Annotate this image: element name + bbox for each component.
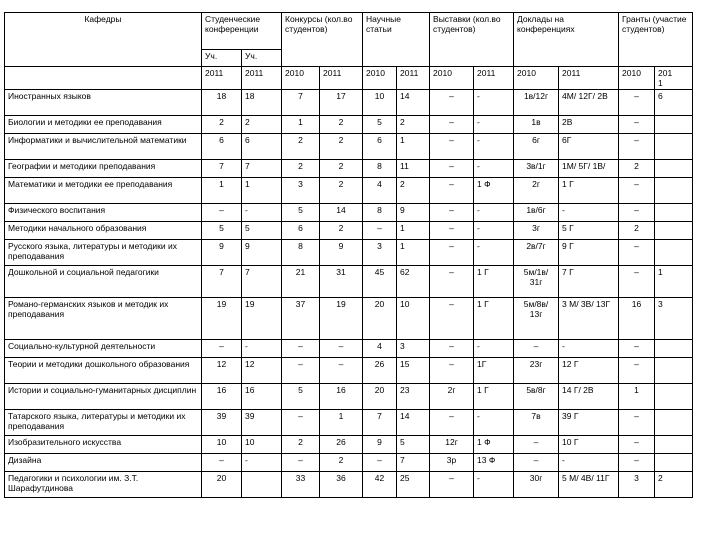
table-cell: 5 <box>282 384 320 410</box>
table-cell: – <box>619 358 655 384</box>
table-cell: 2 <box>397 116 430 134</box>
table-cell: - <box>559 340 619 358</box>
table-cell: – <box>514 340 559 358</box>
table-cell: 20 <box>202 472 242 498</box>
header-year: 2011 <box>474 67 514 90</box>
table-cell: 1 <box>242 178 282 204</box>
table-cell: 12г <box>430 436 474 454</box>
table-cell: 62 <box>397 266 430 298</box>
header-sub-uch-1: Уч. <box>202 50 242 67</box>
table-cell: – <box>514 454 559 472</box>
table-row <box>5 90 693 116</box>
table-cell <box>655 340 693 358</box>
table-cell: 6 <box>242 134 282 160</box>
table-cell: 31 <box>320 266 363 298</box>
department-name: Социально-культурной деятельности <box>5 340 202 358</box>
table-cell: – <box>619 178 655 204</box>
table-cell: 7 <box>242 160 282 178</box>
table-cell: 1 <box>282 116 320 134</box>
department-name: Теории и методики дошкольного образования <box>5 358 202 384</box>
department-name: Дошкольной и социальной педагогики <box>5 266 202 298</box>
table-cell: 1 Г <box>474 266 514 298</box>
table-cell: 9 <box>202 240 242 266</box>
table-row <box>5 160 693 178</box>
table-cell: 15 <box>397 358 430 384</box>
table-row <box>5 204 693 222</box>
table-cell: 10 <box>242 436 282 454</box>
table-cell: 20 <box>363 298 397 340</box>
table-cell: 6 <box>655 90 693 116</box>
table-cell: 3 <box>619 472 655 498</box>
table-cell <box>655 358 693 384</box>
department-name: Методики начального образования <box>5 222 202 240</box>
department-name: Педагогики и психологии им. З.Т. Шарафутдинова <box>5 472 202 498</box>
table-cell: 19 <box>202 298 242 340</box>
table-cell: - <box>242 204 282 222</box>
table-cell: 7в <box>514 410 559 436</box>
table-cell: - <box>474 160 514 178</box>
table-cell: – <box>202 204 242 222</box>
table-cell <box>655 222 693 240</box>
department-name: Русского языка, литературы и методики их преподавания <box>5 240 202 266</box>
table-cell: - <box>474 340 514 358</box>
header-year: 2011 <box>320 67 363 90</box>
table-row <box>5 472 693 498</box>
table-cell: 39 <box>242 410 282 436</box>
table-cell: 23г <box>514 358 559 384</box>
department-name: Информатики и вычислительной математики <box>5 134 202 160</box>
table-cell: 1Г <box>474 358 514 384</box>
table-cell: - <box>474 134 514 160</box>
header-contests: Конкурсы (кол.во студентов) <box>282 13 363 67</box>
table-cell: 2В <box>559 116 619 134</box>
table-cell: 7 <box>282 90 320 116</box>
table-cell: 26 <box>363 358 397 384</box>
table-row <box>5 384 693 410</box>
table-cell: - <box>474 222 514 240</box>
table-cell: 14 Г/ 2В <box>559 384 619 410</box>
table-cell: – <box>430 116 474 134</box>
table-cell <box>655 116 693 134</box>
department-name: Географии и методики преподавания <box>5 160 202 178</box>
table-cell: 18 <box>202 90 242 116</box>
department-name: Романо-германских языков и методик их преподавания <box>5 298 202 340</box>
table-cell: 1 <box>619 384 655 410</box>
department-name: Математики и методики ее преподавания <box>5 178 202 204</box>
table-cell: – <box>320 340 363 358</box>
table-cell: 5м/8в/ 13г <box>514 298 559 340</box>
table-cell: 6г <box>514 134 559 160</box>
table-cell: 7 <box>242 266 282 298</box>
table-row <box>5 266 693 298</box>
table-cell: 1 <box>655 266 693 298</box>
table-cell: 2 <box>242 116 282 134</box>
department-name: Татарского языка, литературы и методики их преподавания <box>5 410 202 436</box>
table-cell: 1 <box>202 178 242 204</box>
header-row-years <box>5 67 693 90</box>
table-cell: – <box>430 222 474 240</box>
table-cell: 3 <box>655 298 693 340</box>
department-name: Изобразительного искусства <box>5 436 202 454</box>
table-row <box>5 410 693 436</box>
department-name: Дизайна <box>5 454 202 472</box>
table-cell: 3 <box>397 340 430 358</box>
table-cell: 2 <box>655 472 693 498</box>
table-cell <box>655 436 693 454</box>
header-reports: Доклады на конференциях <box>514 13 619 67</box>
table-cell <box>655 204 693 222</box>
table-cell: 1М/ 5Г/ 1В/ <box>559 160 619 178</box>
table-cell: 1в/12г <box>514 90 559 116</box>
table-cell: 2в/7г <box>514 240 559 266</box>
table-cell: 2 <box>282 134 320 160</box>
table-cell: 10 <box>363 90 397 116</box>
table-cell: 16 <box>320 384 363 410</box>
table-cell: – <box>619 410 655 436</box>
header-row-groups <box>5 13 693 50</box>
table-cell: 16 <box>242 384 282 410</box>
table-cell: 16 <box>619 298 655 340</box>
table-cell: – <box>282 340 320 358</box>
table-cell: – <box>514 436 559 454</box>
table-cell: – <box>619 266 655 298</box>
table-cell <box>655 384 693 410</box>
table-cell: 39 Г <box>559 410 619 436</box>
department-name: Иностранных языков <box>5 90 202 116</box>
header-kafedry: Кафедры <box>5 13 202 67</box>
table-cell: – <box>202 454 242 472</box>
header-year: 2010 <box>619 67 655 90</box>
table-cell: – <box>430 358 474 384</box>
table-cell: – <box>430 340 474 358</box>
table-cell: – <box>619 134 655 160</box>
table-cell: 3 М/ 3В/ 13Г <box>559 298 619 340</box>
table-cell: – <box>430 266 474 298</box>
table-cell: 20 <box>363 384 397 410</box>
header-student-conferences: Студенческие конференции <box>202 13 282 50</box>
table-cell: 6 <box>363 134 397 160</box>
table-cell: - <box>559 454 619 472</box>
table-cell: - <box>474 240 514 266</box>
table-cell: 8 <box>363 160 397 178</box>
table-row <box>5 178 693 204</box>
table-cell: 1 <box>397 240 430 266</box>
table-cell: – <box>619 340 655 358</box>
table-cell: 12 <box>202 358 242 384</box>
table-cell: – <box>619 90 655 116</box>
table-row <box>5 222 693 240</box>
table-cell: 13 Ф <box>474 454 514 472</box>
table-cell: - <box>474 116 514 134</box>
table-cell: 2 <box>320 454 363 472</box>
table-cell <box>655 410 693 436</box>
table-cell: 42 <box>363 472 397 498</box>
table-cell: - <box>474 90 514 116</box>
table-cell: - <box>242 340 282 358</box>
table-cell: 6Г <box>559 134 619 160</box>
table-cell: 1 <box>320 410 363 436</box>
table-cell: 14 <box>397 410 430 436</box>
header-year: 2010 <box>363 67 397 90</box>
table-cell: 2 <box>619 222 655 240</box>
table-cell: 2 <box>619 160 655 178</box>
table-cell: - <box>474 204 514 222</box>
header-year: 201 1 <box>655 67 693 90</box>
table-cell: 30г <box>514 472 559 498</box>
table-cell: 18 <box>242 90 282 116</box>
table-cell: 10 <box>397 298 430 340</box>
table-cell: – <box>619 454 655 472</box>
table-cell: 5 <box>242 222 282 240</box>
header-articles: Научные статьи <box>363 13 430 67</box>
table-cell: – <box>282 358 320 384</box>
table-cell: 12 <box>242 358 282 384</box>
table-cell: 2 <box>320 160 363 178</box>
table-cell: 5 <box>282 204 320 222</box>
table-cell: 45 <box>363 266 397 298</box>
department-name: Физического воспитания <box>5 204 202 222</box>
table-cell: 3 <box>282 178 320 204</box>
table-cell: – <box>202 340 242 358</box>
table-cell: 37 <box>282 298 320 340</box>
table-cell: 3г <box>514 222 559 240</box>
table-cell: 9 <box>363 436 397 454</box>
table-cell <box>655 454 693 472</box>
table-cell: - <box>474 472 514 498</box>
table-cell: 6 <box>282 222 320 240</box>
table-cell: 17 <box>320 90 363 116</box>
header-year: 2010 <box>282 67 320 90</box>
table-row <box>5 340 693 358</box>
table-cell: 2 <box>282 160 320 178</box>
table-cell: 1 <box>397 134 430 160</box>
header-sub-uch-2: Уч. <box>242 50 282 67</box>
department-name: Истории и социально-гуманитарных дисциплин <box>5 384 202 410</box>
table-cell <box>655 178 693 204</box>
table-cell: – <box>430 298 474 340</box>
table-cell: – <box>430 160 474 178</box>
table-cell: 4 <box>363 178 397 204</box>
table-cell: 1 Г <box>559 178 619 204</box>
table-cell: 8 <box>282 240 320 266</box>
table-cell: 1 Г <box>474 384 514 410</box>
table-cell: 1 Г <box>474 298 514 340</box>
header-year: 2010 <box>430 67 474 90</box>
table-cell: 39 <box>202 410 242 436</box>
table-row <box>5 454 693 472</box>
table-cell: 33 <box>282 472 320 498</box>
table-cell: – <box>619 204 655 222</box>
table-cell: 5 М/ 4В/ 11Г <box>559 472 619 498</box>
table-cell: 36 <box>320 472 363 498</box>
table-row <box>5 134 693 160</box>
table-cell: 3в/1г <box>514 160 559 178</box>
table-cell: 4М/ 12Г/ 2В <box>559 90 619 116</box>
table-cell: 1 Ф <box>474 178 514 204</box>
table-cell: 5в/8г <box>514 384 559 410</box>
table-cell: 5 <box>397 436 430 454</box>
table-cell: 7 <box>397 454 430 472</box>
header-years-blank <box>5 67 202 90</box>
table-cell: – <box>363 454 397 472</box>
table-cell: 9 <box>320 240 363 266</box>
table-cell: 2 <box>202 116 242 134</box>
table-cell <box>655 240 693 266</box>
table-cell: 2 <box>320 134 363 160</box>
table-row <box>5 298 693 340</box>
table-cell: – <box>430 90 474 116</box>
table-cell: 14 <box>320 204 363 222</box>
table-cell: 23 <box>397 384 430 410</box>
table-cell: 26 <box>320 436 363 454</box>
header-year: 2011 <box>202 67 242 90</box>
faculty-activity-table <box>4 12 693 498</box>
table-row <box>5 240 693 266</box>
table-cell: 3 <box>363 240 397 266</box>
header-grants: Гранты (участие студентов) <box>619 13 693 67</box>
table-cell: – <box>430 240 474 266</box>
table-cell: – <box>619 240 655 266</box>
table-cell: 5м/1в/ 31г <box>514 266 559 298</box>
table-cell: 19 <box>320 298 363 340</box>
table-cell: 7 <box>363 410 397 436</box>
table-cell: 2 <box>320 116 363 134</box>
header-year: 2011 <box>397 67 430 90</box>
table-cell: – <box>363 222 397 240</box>
table-cell: 10 Г <box>559 436 619 454</box>
table-cell: 1в <box>514 116 559 134</box>
header-exhibitions: Выставки (кол.во студентов) <box>430 13 514 67</box>
table-cell: – <box>430 178 474 204</box>
table-cell: – <box>430 204 474 222</box>
table-cell: 9 <box>397 204 430 222</box>
table-cell: 4 <box>363 340 397 358</box>
table-cell <box>242 472 282 498</box>
table-cell: 5 Г <box>559 222 619 240</box>
table-cell: 6 <box>202 134 242 160</box>
table-cell: – <box>282 410 320 436</box>
table-row <box>5 358 693 384</box>
table-cell <box>655 134 693 160</box>
table-cell: 11 <box>397 160 430 178</box>
table-cell: 5 <box>363 116 397 134</box>
table-cell: 9 Г <box>559 240 619 266</box>
table-cell: – <box>619 116 655 134</box>
table-cell: 7 <box>202 160 242 178</box>
table-cell: - <box>474 410 514 436</box>
table-cell: – <box>430 134 474 160</box>
header-year: 2010 <box>514 67 559 90</box>
table-cell: 5 <box>202 222 242 240</box>
table-cell: 2 <box>320 178 363 204</box>
table-cell: – <box>619 436 655 454</box>
table-cell: 1 <box>397 222 430 240</box>
table-cell: 12 Г <box>559 358 619 384</box>
table-cell: 14 <box>397 90 430 116</box>
table-cell <box>655 160 693 178</box>
table-row <box>5 116 693 134</box>
table-row <box>5 436 693 454</box>
table-cell: 3р <box>430 454 474 472</box>
table-cell: – <box>430 410 474 436</box>
table-cell: 7 Г <box>559 266 619 298</box>
table-cell: 9 <box>242 240 282 266</box>
table-cell: 25 <box>397 472 430 498</box>
table-cell: 2г <box>514 178 559 204</box>
table-cell: 2г <box>430 384 474 410</box>
table-cell: 2 <box>397 178 430 204</box>
table-cell: 21 <box>282 266 320 298</box>
header-year: 2011 <box>242 67 282 90</box>
table-cell: – <box>430 472 474 498</box>
table-body <box>5 90 693 498</box>
table-cell: – <box>320 358 363 384</box>
table-cell: 10 <box>202 436 242 454</box>
table-cell: - <box>242 454 282 472</box>
table-cell: – <box>282 454 320 472</box>
table-cell: 16 <box>202 384 242 410</box>
table-cell: 2 <box>320 222 363 240</box>
table-cell: 1 Ф <box>474 436 514 454</box>
table-cell: 2 <box>282 436 320 454</box>
header-year: 2011 <box>559 67 619 90</box>
table-cell: 19 <box>242 298 282 340</box>
table-cell: - <box>559 204 619 222</box>
table-cell: 7 <box>202 266 242 298</box>
table-cell: 8 <box>363 204 397 222</box>
department-name: Биологии и методики ее преподавания <box>5 116 202 134</box>
table-cell: 1в/6г <box>514 204 559 222</box>
